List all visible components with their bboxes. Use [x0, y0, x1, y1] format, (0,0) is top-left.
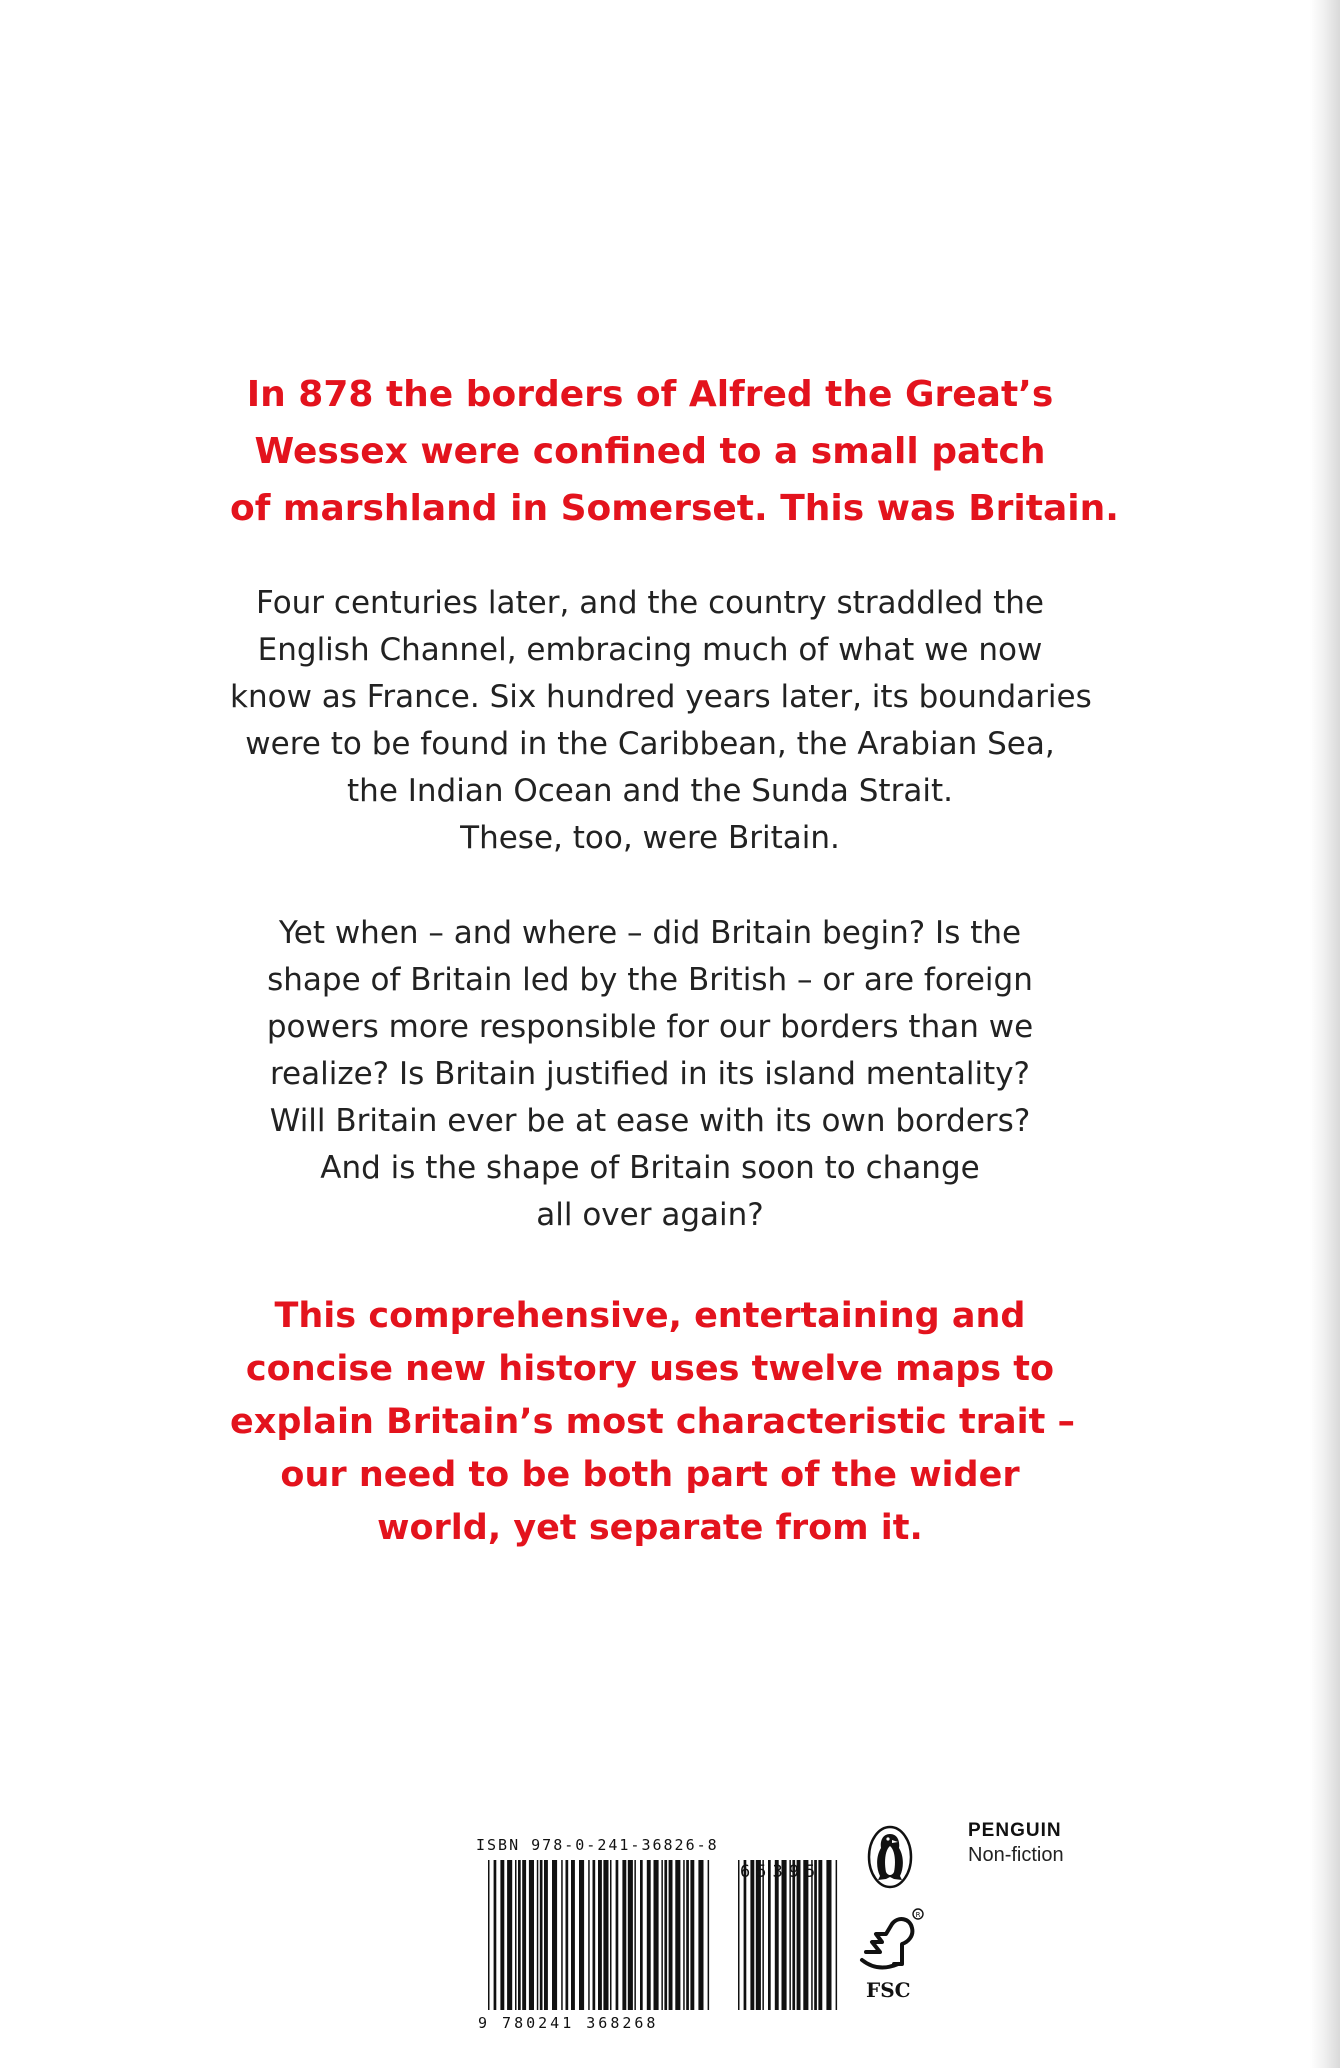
barcode-bar: [544, 1860, 548, 2010]
intro-headline: [230, 366, 1119, 537]
barcode-bar: [768, 1860, 771, 2010]
book-category: Non-fiction: [968, 1844, 1064, 1866]
barcode-bar: [756, 1860, 761, 2010]
barcode-bar: [738, 1860, 740, 2010]
barcode-bar: [518, 1860, 521, 2010]
barcode-bar: [803, 1860, 808, 2010]
barcode-bar: [622, 1860, 626, 2010]
blurb-line: were to be found in the Caribbean, the Arabian Sea,: [245, 726, 1055, 762]
blurb-paragraph-2: [230, 910, 1070, 1239]
blurb-line: the Indian Ocean and the Sunda Strait.: [347, 773, 953, 809]
barcode-bar: [836, 1860, 838, 2010]
barcode-bar: [598, 1860, 602, 2010]
barcode-bar: [647, 1860, 651, 2010]
isbn-label: ISBN 978-0-241-36826-8: [476, 1836, 719, 1854]
closing-line: This comprehensive, entertaining and: [274, 1296, 1026, 1336]
barcode-bar: [540, 1860, 543, 2010]
barcode-bar: [686, 1860, 689, 2010]
barcode-bar: [579, 1860, 584, 2010]
barcode-bar: [628, 1860, 633, 2010]
blurb-line: Yet when – and where – did Britain begin? Is the: [278, 915, 1022, 951]
blurb-paragraph-1: [230, 580, 1092, 862]
barcode-bar: [566, 1860, 569, 2010]
barcode-bar: [775, 1860, 779, 2010]
blurb-line: all over again?: [536, 1197, 764, 1233]
barcode-bar: [708, 1860, 710, 2010]
barcode-bar: [552, 1860, 557, 2010]
intro-line: of marshland in Somerset. This was Britain.: [230, 488, 1119, 529]
barcode-bar: [664, 1860, 667, 2010]
barcode-bar: [529, 1860, 534, 2010]
barcode-bar: [690, 1860, 694, 2010]
barcode-bar: [588, 1860, 590, 2010]
barcode-bar: [507, 1860, 512, 2010]
closing-line: explain Britain’s most characteristic trait –: [230, 1402, 1076, 1442]
barcode-bar: [661, 1860, 663, 2010]
blurb-line: realize? Is Britain justified in its island mentality?: [269, 1056, 1031, 1092]
barcode-digits: 9 780241 368268: [478, 2014, 659, 2032]
barcode-bar: [826, 1860, 831, 2010]
barcode-bar: [762, 1860, 764, 2010]
publisher-name: PENGUIN: [968, 1820, 1062, 1841]
barcode-bar: [792, 1860, 795, 2010]
blurb-line: These, too, were Britain.: [460, 820, 840, 856]
barcode-graphic: [476, 1860, 846, 2012]
closing-line: world, yet separate from it.: [377, 1508, 923, 1548]
fsc-label: FSC: [866, 1978, 911, 2002]
barcode-bar: [616, 1860, 619, 2010]
barcode-bar: [698, 1860, 703, 2010]
barcode-bar: [593, 1860, 596, 2010]
barcode-bar: [494, 1860, 497, 2010]
price-code: 65395: [740, 1862, 822, 1882]
barcode-bar: [561, 1860, 563, 2010]
barcode-bar: [782, 1860, 787, 2010]
barcode-bar: [750, 1860, 754, 2010]
barcode-bar: [797, 1860, 801, 2010]
barcode-bar: [515, 1860, 517, 2010]
penguin-logo-icon: [866, 1824, 914, 1890]
barcode-bar: [669, 1860, 673, 2010]
blurb-line: Four centuries later, and the country straddled the: [255, 585, 1045, 621]
blurb-line: English Channel, embracing much of what we now: [257, 632, 1043, 668]
barcode-bar: [537, 1860, 539, 2010]
barcode-bar: [744, 1860, 747, 2010]
svg-text:R: R: [915, 1911, 921, 1919]
barcode-bar: [683, 1860, 685, 2010]
barcode-bar: [610, 1860, 612, 2010]
fsc-tree-icon: [858, 1906, 928, 1978]
barcode-bar: [571, 1860, 575, 2010]
blurb-line: shape of Britain led by the British – or are foreign: [267, 962, 1033, 998]
barcode-bar: [814, 1860, 817, 2010]
barcode-bar: [654, 1860, 659, 2010]
barcode-bar: [811, 1860, 813, 2010]
closing-line: our need to be both part of the wider: [280, 1455, 1020, 1495]
blurb-line: powers more responsible for our borders than we: [266, 1009, 1034, 1045]
blurb-line: know as France. Six hundred years later, its boundaries: [230, 679, 1092, 715]
barcode-bar: [789, 1860, 791, 2010]
barcode-bar: [634, 1860, 636, 2010]
barcode-bar: [640, 1860, 643, 2010]
barcode-bar: [522, 1860, 526, 2010]
intro-line: Wessex were confined to a small patch: [254, 431, 1046, 472]
spine-edge: [1310, 0, 1340, 2068]
barcode-bar: [488, 1860, 490, 2010]
barcode-bar: [675, 1860, 680, 2010]
blurb-line: Will Britain ever be at ease with its own borders?: [269, 1103, 1031, 1139]
blurb-line: And is the shape of Britain soon to change: [320, 1150, 980, 1186]
barcode-bar: [603, 1860, 608, 2010]
barcode-bar: [818, 1860, 822, 2010]
barcode-bar: [500, 1860, 504, 2010]
intro-line: In 878 the borders of Alfred the Great’s: [246, 374, 1054, 415]
closing-headline: [230, 1290, 1076, 1555]
closing-line: concise new history uses twelve maps to: [245, 1349, 1055, 1389]
